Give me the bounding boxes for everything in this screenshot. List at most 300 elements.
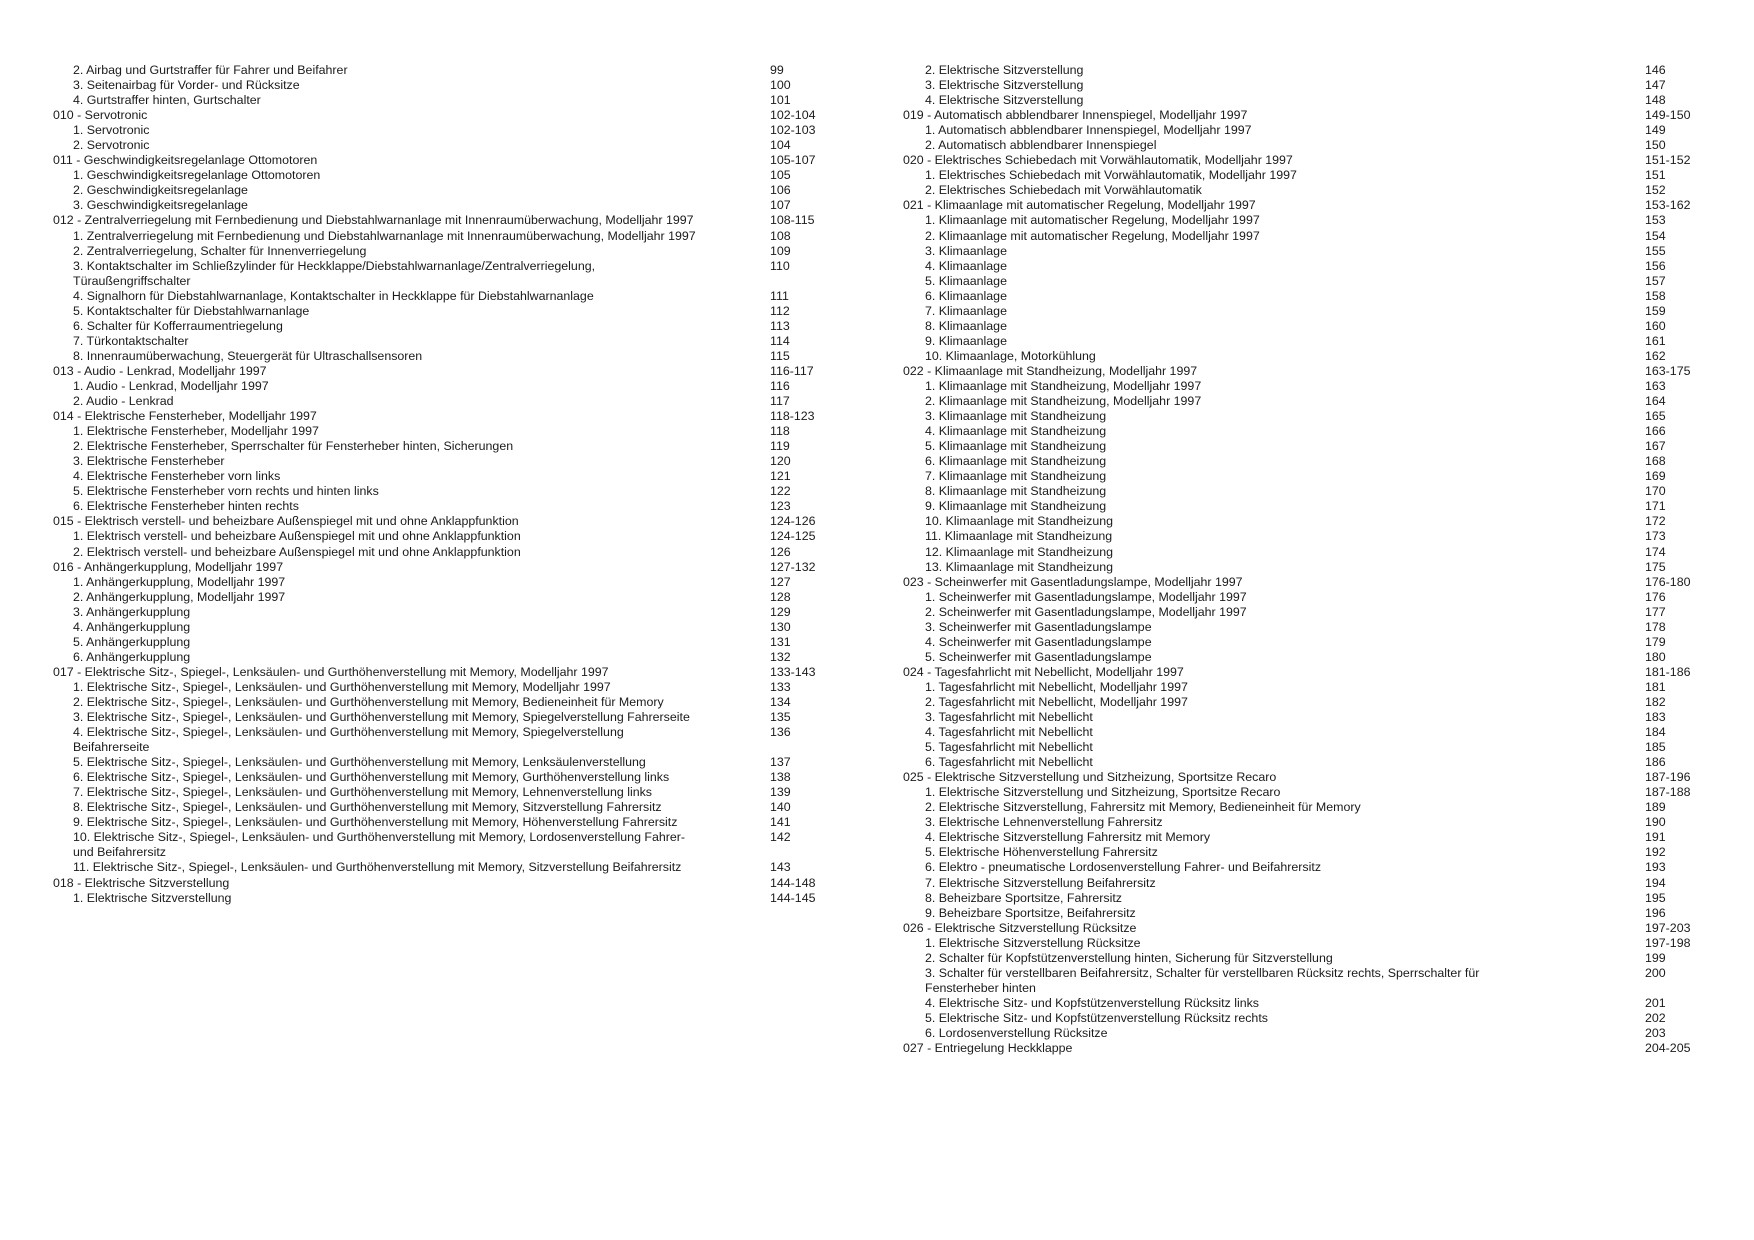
toc-page-number: 119 (770, 439, 790, 454)
toc-entry-text: 2. Elektrische Sitzverstellung (925, 63, 1084, 77)
toc-entry-text: 4. Tagesfahrlicht mit Nebellicht (925, 725, 1093, 740)
toc-entry-text: 3. Anhängerkupplung (73, 604, 191, 619)
toc-page-number: 187-196 (1645, 770, 1691, 785)
toc-entry (903, 936, 1725, 951)
toc-entry (53, 545, 850, 560)
toc-entry (903, 198, 1725, 213)
toc-page-number: 153 (1645, 213, 1666, 228)
toc-page-number: 184 (1645, 725, 1666, 740)
toc-page-number: 135 (770, 710, 791, 725)
toc-entry-text: 6. Schalter für Kofferraumentriegelung (73, 318, 283, 333)
toc-page-number: 116 (770, 378, 790, 393)
toc-page-number: 196 (1645, 905, 1666, 920)
toc-entry-text: 5. Tagesfahrlicht mit Nebellicht (925, 740, 1093, 755)
toc-page-number: 187-188 (1645, 785, 1691, 800)
toc-page-number: 168 (1645, 454, 1666, 469)
toc-page-number: 166 (1645, 424, 1666, 439)
toc-entry-text: 1. Anhängerkupplung, Modelljahr 1997 (73, 574, 286, 589)
toc-entry (903, 891, 1725, 906)
toc-entry (53, 830, 850, 860)
toc-entry (903, 394, 1725, 409)
toc-entry (903, 259, 1725, 274)
toc-page-number: 181 (1645, 679, 1666, 694)
toc-page-number: 139 (770, 785, 791, 800)
toc-entry (903, 409, 1725, 424)
toc-entry-text: 3. Elektrische Sitz-, Spiegel-, Lenksäulen- und Gurthöhenverstellung mit Memory, Spiegelverstellung Fahrerseite (73, 710, 690, 725)
toc-entry (53, 575, 850, 590)
toc-entry (53, 259, 850, 289)
toc-page-number: 108-115 (770, 213, 815, 228)
toc-entry (903, 424, 1725, 439)
toc-page-number: 113 (770, 318, 790, 333)
toc-page-number: 111 (770, 288, 789, 303)
toc-page-number: 136 (770, 725, 791, 740)
toc-entry (903, 876, 1725, 891)
toc-page-number: 152 (1645, 183, 1666, 198)
toc-entry (903, 800, 1725, 815)
toc-page-number: 134 (770, 694, 791, 709)
toc-entry (903, 755, 1725, 770)
toc-page-number: 204-205 (1645, 1041, 1691, 1056)
toc-entry-text: 024 - Tagesfahrlicht mit Nebellicht, Modelljahr 1997 (903, 664, 1184, 679)
toc-entry (903, 319, 1725, 334)
toc-entry (53, 665, 850, 680)
toc-entry-text: 6. Lordosenverstellung Rücksitze (925, 1026, 1108, 1040)
toc-page-number: 105-107 (770, 153, 816, 168)
toc-page-number: 160 (1645, 318, 1666, 333)
toc-entry-text: 1. Elektrisch verstell- und beheizbare Außenspiegel mit und ohne Anklappfunktion (73, 529, 521, 544)
toc-page-number: 132 (770, 649, 791, 664)
toc-entry (903, 951, 1725, 966)
toc-page-number: 151-152 (1645, 153, 1691, 168)
toc-entry-text: 3. Scheinwerfer mit Gasentladungslampe (925, 619, 1152, 634)
toc-page-number: 102-104 (770, 108, 816, 123)
toc-entry (53, 891, 850, 906)
toc-entry-text: 8. Klimaanlage (925, 318, 1007, 333)
toc-entry (903, 334, 1725, 349)
toc-entry (903, 514, 1725, 529)
toc-entry-text: 2. Elektrische Sitzverstellung, Fahrersitz mit Memory, Bedieneinheit für Memory (925, 800, 1361, 815)
toc-page-number: 191 (1645, 830, 1666, 845)
toc-entry (903, 289, 1725, 304)
toc-entry (903, 695, 1725, 710)
toc-page-number: 173 (1645, 529, 1666, 544)
toc-entry-text: 2. Tagesfahrlicht mit Nebellicht, Modelljahr 1997 (925, 694, 1188, 709)
toc-page-number: 115 (770, 348, 790, 363)
toc-page-number: 108 (770, 228, 791, 243)
toc-entry (53, 635, 850, 650)
toc-entry-text: 1. Tagesfahrlicht mit Nebellicht, Modelljahr 1997 (925, 679, 1188, 694)
toc-page-number: 141 (770, 815, 791, 830)
toc-page-number: 203 (1645, 1026, 1666, 1040)
toc-entry-text: 017 - Elektrische Sitz-, Spiegel-, Lenksäulen- und Gurthöhenverstellung mit Memory, Modelljahr 1997 (53, 664, 609, 679)
toc-entry (53, 349, 850, 364)
toc-entry (903, 560, 1725, 575)
toc-entry-text: 3. Klimaanlage mit Standheizung (925, 409, 1107, 424)
toc-entry (903, 123, 1725, 138)
toc-entry-text: 023 - Scheinwerfer mit Gasentladungslampe, Modelljahr 1997 (903, 574, 1243, 589)
toc-entry (903, 349, 1725, 364)
toc-page-number: 171 (1645, 499, 1666, 514)
toc-entry-text: 7. Klimaanlage (925, 303, 1007, 318)
toc-entry (53, 725, 850, 755)
toc-entry (53, 815, 850, 830)
toc-entry-text: 2. Elektrisch verstell- und beheizbare Außenspiegel mit und ohne Anklappfunktion (73, 544, 521, 559)
toc-entry-text: 5. Kontaktschalter für Diebstahlwarnanlage (73, 303, 310, 318)
toc-page-number: 155 (1645, 243, 1666, 258)
toc-entry (53, 424, 850, 439)
toc-page-number: 148 (1645, 93, 1666, 108)
toc-entry-text: 2. Klimaanlage mit automatischer Regelung, Modelljahr 1997 (925, 228, 1260, 243)
toc-entry-text: 3. Klimaanlage (925, 243, 1007, 258)
toc-entry-text: 5. Elektrische Sitz-, Spiegel-, Lenksäulen- und Gurthöhenverstellung mit Memory, Lenksäulenverstellung (73, 755, 646, 770)
toc-entry (903, 484, 1725, 499)
toc-page-number: 157 (1645, 273, 1666, 288)
toc-entry-text: 13. Klimaanlage mit Standheizung (925, 559, 1114, 574)
toc-entry (53, 198, 850, 213)
toc-entry (903, 921, 1725, 936)
toc-entry (53, 680, 850, 695)
toc-page-number: 163 (1645, 378, 1666, 393)
toc-entry (903, 710, 1725, 725)
toc-entry (903, 454, 1725, 469)
toc-entry (53, 800, 850, 815)
toc-entry-text: 4. Anhängerkupplung (73, 619, 191, 634)
toc-page-number: 149 (1645, 123, 1666, 138)
toc-entry-text: 11. Elektrische Sitz-, Spiegel-, Lenksäulen- und Gurthöhenverstellung mit Memory, Sitzverstellung Beifahrersitz (73, 860, 682, 875)
toc-page-number: 197-198 (1645, 935, 1691, 950)
toc-page-number: 149-150 (1645, 108, 1691, 123)
toc-entry (53, 876, 850, 891)
toc-entry-text: 014 - Elektrische Fensterheber, Modelljahr 1997 (53, 409, 317, 424)
toc-entry (903, 605, 1725, 620)
toc-entry-text: 1. Elektrisches Schiebedach mit Vorwählautomatik, Modelljahr 1997 (925, 168, 1297, 183)
toc-entry-text: 2. Servotronic (73, 138, 150, 153)
toc-page-number: 159 (1645, 303, 1666, 318)
toc-entry (53, 409, 850, 424)
toc-page-number: 122 (770, 484, 791, 499)
toc-entry-text: 10. Klimaanlage, Motorkühlung (925, 348, 1096, 363)
toc-entry-text: 6. Klimaanlage (925, 288, 1007, 303)
toc-page-number: 105 (770, 168, 791, 183)
toc-entry (903, 845, 1725, 860)
toc-entry-text: 3. Schalter für verstellbaren Beifahrersitz, Schalter für verstellbaren Rücksitz rechts, Sperrschalter für Fensterheber hinten (925, 965, 1480, 995)
toc-page-number: 143 (770, 860, 791, 875)
toc-page-number: 167 (1645, 439, 1666, 454)
toc-entry-text: 6. Elektrische Sitz-, Spiegel-, Lenksäulen- und Gurthöhenverstellung mit Memory, Gurthöhenverstellung links (73, 770, 670, 785)
toc-page-number: 138 (770, 770, 791, 785)
toc-entry-text: 7. Klimaanlage mit Standheizung (925, 469, 1107, 484)
toc-entry (903, 304, 1725, 319)
toc-page-number: 151 (1645, 168, 1666, 183)
toc-page-number: 185 (1645, 740, 1666, 755)
toc-page-number: 197-203 (1645, 920, 1691, 935)
toc-page-number: 199 (1645, 950, 1666, 965)
toc-entry-text: 8. Klimaanlage mit Standheizung (925, 484, 1107, 499)
toc-entry (903, 183, 1725, 198)
toc-entry-text: 10. Elektrische Sitz-, Spiegel-, Lenksäulen- und Gurthöhenverstellung mit Memory, Lordosenverstellung Fahrer- und Beifahrersitz (73, 830, 686, 860)
toc-entry (53, 213, 850, 228)
toc-entry-text: 5. Elektrische Fensterheber vorn rechts und hinten links (73, 484, 379, 499)
toc-page-number: 174 (1645, 544, 1666, 559)
toc-entry-text: 1. Elektrische Sitzverstellung Rücksitze (925, 935, 1141, 950)
toc-page-number: 179 (1645, 634, 1666, 649)
toc-entry (903, 740, 1725, 755)
toc-entry-text: 2. Elektrisches Schiebedach mit Vorwählautomatik (925, 183, 1202, 198)
toc-entry-text: 10. Klimaanlage mit Standheizung (925, 514, 1114, 529)
toc-page-number: 156 (1645, 258, 1666, 273)
toc-entry (903, 1026, 1725, 1041)
toc-page-number: 170 (1645, 484, 1666, 499)
toc-entry (903, 590, 1725, 605)
toc-entry-text: 2. Elektrische Fensterheber, Sperrschalter für Fensterheber hinten, Sicherungen (73, 439, 514, 454)
toc-page-number: 124-126 (770, 514, 816, 529)
toc-page-number: 118-123 (770, 409, 815, 424)
toc-page-number: 146 (1645, 63, 1666, 77)
toc-entry-text: 3. Elektrische Fensterheber (73, 454, 225, 469)
toc-page-number: 163-175 (1645, 363, 1691, 378)
toc-page-number: 172 (1645, 514, 1666, 529)
toc-entry-text: 4. Elektrische Sitzverstellung (925, 93, 1084, 108)
toc-entry-text: 1. Zentralverriegelung mit Fernbedienung und Diebstahlwarnanlage mit Innenraumüberwachung, Modelljahr 1997 (73, 228, 696, 243)
toc-entry-text: 2. Airbag und Gurtstraffer für Fahrer und Beifahrer (73, 63, 348, 77)
toc-page-number: 181-186 (1645, 664, 1691, 679)
toc-page-number: 127 (770, 574, 791, 589)
toc-entry (53, 63, 850, 78)
toc-page-number: 194 (1645, 875, 1666, 890)
toc-page-number: 104 (770, 138, 791, 153)
toc-entry-text: 4. Signalhorn für Diebstahlwarnanlage, Kontaktschalter in Heckklappe für Diebstahlwarnanlage (73, 288, 594, 303)
toc-page-number: 186 (1645, 755, 1666, 770)
toc-entry (903, 168, 1725, 183)
toc-entry (903, 830, 1725, 845)
toc-entry-text: 1. Klimaanlage mit automatischer Regelung, Modelljahr 1997 (925, 213, 1260, 228)
toc-entry (903, 138, 1725, 153)
toc-page-number: 153-162 (1645, 198, 1691, 213)
toc-entry-text: 022 - Klimaanlage mit Standheizung, Modelljahr 1997 (903, 363, 1198, 378)
toc-page-number: 164 (1645, 394, 1666, 409)
toc-entry (53, 454, 850, 469)
toc-entry (53, 138, 850, 153)
toc-entry-text: 018 - Elektrische Sitzverstellung (53, 875, 230, 890)
toc-page-number: 176-180 (1645, 574, 1691, 589)
toc-page-number: 129 (770, 604, 791, 619)
toc-entry-text: 8. Innenraumüberwachung, Steuergerät für Ultraschallsensoren (73, 348, 423, 363)
toc-page-number: 192 (1645, 845, 1666, 860)
toc-entry (903, 93, 1725, 108)
toc-page-number: 202 (1645, 1010, 1666, 1025)
toc-page-number: 165 (1645, 409, 1666, 424)
toc-entry-text: 015 - Elektrisch verstell- und beheizbare Außenspiegel mit und ohne Anklappfunktion (53, 514, 519, 529)
toc-entry-text: 8. Beheizbare Sportsitze, Fahrersitz (925, 890, 1122, 905)
toc-page-number: 169 (1645, 469, 1666, 484)
toc-entry (53, 289, 850, 304)
toc-entry-text: 2. Automatisch abblendbarer Innenspiegel (925, 138, 1157, 153)
toc-entry-text: 2. Anhängerkupplung, Modelljahr 1997 (73, 589, 286, 604)
toc-page-number: 106 (770, 183, 791, 198)
toc-page-number: 183 (1645, 710, 1666, 725)
toc-entry-text: 016 - Anhängerkupplung, Modelljahr 1997 (53, 559, 284, 574)
toc-page-number: 127-132 (770, 559, 816, 574)
toc-page-number: 133 (770, 679, 791, 694)
toc-page-number: 175 (1645, 559, 1666, 574)
toc-entry (53, 469, 850, 484)
toc-entry (53, 334, 850, 349)
toc-entry (53, 514, 850, 529)
toc-entry-text: 1. Elektrische Sitz-, Spiegel-, Lenksäulen- und Gurthöhenverstellung mit Memory, Modelljahr 1997 (73, 679, 611, 694)
toc-entry (53, 650, 850, 665)
toc-page-number: 121 (770, 469, 791, 484)
toc-entry-text: 4. Gurtstraffer hinten, Gurtschalter (73, 93, 261, 108)
toc-page-number: 120 (770, 454, 791, 469)
toc-entry-text: 2. Zentralverriegelung, Schalter für Innenverriegelung (73, 243, 367, 258)
toc-entry (53, 108, 850, 123)
toc-entry-text: 5. Scheinwerfer mit Gasentladungslampe (925, 649, 1152, 664)
toc-entry-text: 7. Türkontaktschalter (73, 333, 189, 348)
toc-entry (903, 785, 1725, 800)
toc-entry-text: 025 - Elektrische Sitzverstellung und Sitzheizung, Sportsitze Recaro (903, 770, 1277, 785)
toc-page-number: 117 (770, 394, 790, 409)
toc-entry (903, 379, 1725, 394)
toc-page-number: 161 (1645, 333, 1666, 348)
toc-page-number: 114 (770, 333, 790, 348)
toc-entry (53, 785, 850, 800)
toc-entry-text: 026 - Elektrische Sitzverstellung Rücksitze (903, 920, 1137, 935)
toc-entry (53, 499, 850, 514)
toc-entry-text: 2. Audio - Lenkrad (73, 394, 174, 409)
toc-entry (903, 680, 1725, 695)
toc-entry-text: 6. Elektrische Fensterheber hinten rechts (73, 499, 299, 514)
toc-entry-text: 3. Kontaktschalter im Schließzylinder für Heckklappe/Diebstahlwarnanlage/Zentralverriegelung, Türaußengriffschalter (73, 258, 596, 288)
toc-entry-text: 019 - Automatisch abblendbarer Innenspiegel, Modelljahr 1997 (903, 108, 1248, 123)
toc-entry-text: 4. Elektrische Sitzverstellung Fahrersitz mit Memory (925, 830, 1211, 845)
toc-entry (903, 108, 1725, 123)
toc-entry-text: 2. Schalter für Kopfstützenverstellung hinten, Sicherung für Sitzverstellung (925, 950, 1333, 965)
toc-entry-text: 5. Elektrische Sitz- und Kopfstützenverstellung Rücksitz rechts (925, 1010, 1268, 1025)
toc-entry-text: 4. Scheinwerfer mit Gasentladungslampe (925, 634, 1152, 649)
toc-entry-text: 2. Geschwindigkeitsregelanlage (73, 183, 248, 198)
toc-entry (53, 484, 850, 499)
toc-entry (903, 364, 1725, 379)
toc-entry (903, 78, 1725, 93)
toc-entry (53, 605, 850, 620)
toc-entry (903, 244, 1725, 259)
toc-page-number: 182 (1645, 694, 1666, 709)
toc-entry (53, 244, 850, 259)
toc-entry (903, 635, 1725, 650)
toc-page-number: 193 (1645, 860, 1666, 875)
toc-entry-text: 11. Klimaanlage mit Standheizung (925, 529, 1113, 544)
toc-entry (903, 469, 1725, 484)
toc-entry-text: 6. Elektro - pneumatische Lordosenverstellung Fahrer- und Beifahrersitz (925, 860, 1322, 875)
toc-entry (903, 529, 1725, 544)
toc-entry-text: 021 - Klimaanlage mit automatischer Regelung, Modelljahr 1997 (903, 198, 1256, 213)
toc-entry-text: 5. Anhängerkupplung (73, 634, 191, 649)
toc-entry (903, 545, 1725, 560)
toc-page-number: 177 (1645, 604, 1666, 619)
toc-entry (53, 439, 850, 454)
toc-entry (53, 229, 850, 244)
toc-page-number: 189 (1645, 800, 1666, 815)
toc-entry (53, 560, 850, 575)
toc-entry-text: 9. Klimaanlage mit Standheizung (925, 499, 1107, 514)
toc-entry-text: 1. Elektrische Sitzverstellung (73, 890, 232, 905)
toc-entry-text: 011 - Geschwindigkeitsregelanlage Ottomotoren (53, 153, 318, 168)
toc-entry (903, 650, 1725, 665)
toc-page-number: 133-143 (770, 664, 816, 679)
toc-entry (53, 620, 850, 635)
toc-page-number: 144-148 (770, 875, 816, 890)
toc-entry (903, 906, 1725, 921)
toc-entry (903, 815, 1725, 830)
toc-page-number: 200 (1645, 965, 1666, 980)
toc-page-number: 162 (1645, 348, 1666, 363)
toc-page-number: 140 (770, 800, 791, 815)
toc-entry-text: 2. Elektrische Sitz-, Spiegel-, Lenksäulen- und Gurthöhenverstellung mit Memory, Bedieneinheit für Memory (73, 694, 664, 709)
toc-page-number: 137 (770, 755, 791, 770)
toc-entry-text: 3. Seitenairbag für Vorder- und Rücksitze (73, 78, 300, 93)
toc-page-number: 142 (770, 830, 791, 845)
toc-page-number: 102-103 (770, 123, 816, 138)
toc-entry-text: 9. Beheizbare Sportsitze, Beifahrersitz (925, 905, 1136, 920)
toc-entry-text: 020 - Elektrisches Schiebedach mit Vorwählautomatik, Modelljahr 1997 (903, 153, 1293, 168)
toc-entry (903, 575, 1725, 590)
toc-page-number: 123 (770, 499, 791, 514)
toc-entry (903, 966, 1725, 996)
toc-entry (903, 1011, 1725, 1026)
toc-page-number: 100 (770, 78, 791, 93)
toc-page-number: 126 (770, 544, 791, 559)
toc-page-number: 118 (770, 424, 790, 439)
toc-entry (53, 379, 850, 394)
toc-entry-text: 3. Geschwindigkeitsregelanlage (73, 198, 248, 213)
toc-page-number: 109 (770, 243, 791, 258)
toc-page-number: 124-125 (770, 529, 816, 544)
toc-page-number: 131 (770, 634, 791, 649)
toc-column-left (53, 63, 850, 906)
toc-entry (53, 319, 850, 334)
toc-page-number: 130 (770, 619, 791, 634)
toc-entry-text: 3. Elektrische Sitzverstellung (925, 78, 1084, 93)
toc-entry (53, 153, 850, 168)
toc-entry (53, 860, 850, 875)
toc-column-right (903, 63, 1725, 1056)
toc-entry (53, 710, 850, 725)
toc-entry-text: 6. Tagesfahrlicht mit Nebellicht (925, 755, 1093, 770)
toc-entry (903, 153, 1725, 168)
toc-page-number: 154 (1645, 228, 1666, 243)
toc-entry-text: 1. Elektrische Fensterheber, Modelljahr 1997 (73, 424, 319, 439)
toc-entry (53, 304, 850, 319)
toc-entry (53, 123, 850, 138)
toc-entry-text: 2. Klimaanlage mit Standheizung, Modelljahr 1997 (925, 394, 1202, 409)
toc-entry (53, 394, 850, 409)
toc-page-number: 116-117 (770, 363, 814, 378)
toc-entry (903, 860, 1725, 875)
toc-entry (53, 695, 850, 710)
toc-page-number: 144-145 (770, 890, 816, 905)
toc-page-number: 180 (1645, 649, 1666, 664)
toc-page-number: 147 (1645, 78, 1666, 93)
toc-entry-text: 5. Elektrische Höhenverstellung Fahrersitz (925, 845, 1158, 860)
toc-entry-text: 5. Klimaanlage mit Standheizung (925, 439, 1107, 454)
toc-page-number: 178 (1645, 619, 1666, 634)
toc-entry (903, 996, 1725, 1011)
toc-entry (903, 213, 1725, 228)
toc-page-number: 110 (770, 258, 790, 273)
toc-entry (903, 439, 1725, 454)
toc-entry (53, 755, 850, 770)
